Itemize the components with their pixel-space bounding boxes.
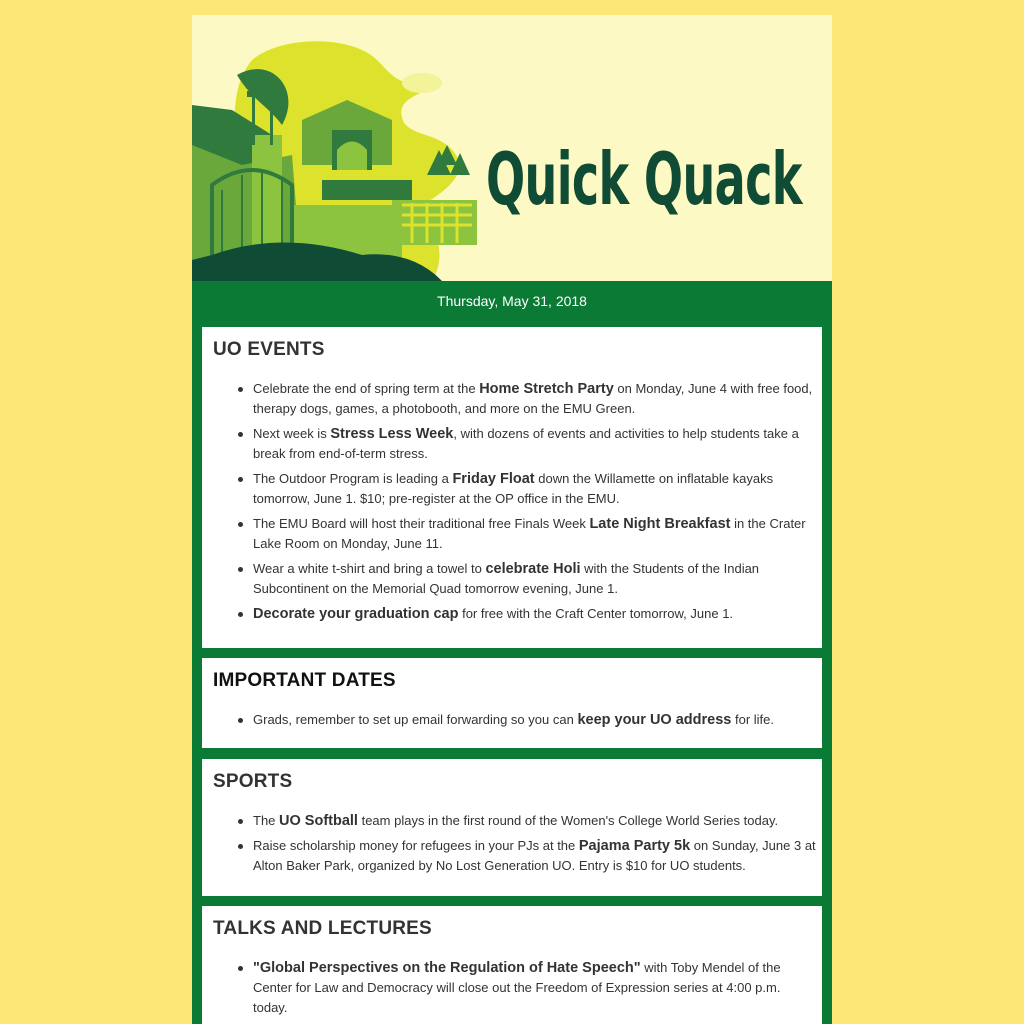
list-item: Grads, remember to set up email forwarding so you can keep your UO address for life. — [253, 710, 818, 730]
section-heading: TALKS AND LECTURES — [213, 918, 432, 939]
issue-date: Thursday, May 31, 2018 — [437, 293, 587, 309]
talk-link[interactable]: "Global Perspectives on the Regulation of Hate Speech" — [253, 960, 641, 976]
list-item: Wear a white t-shirt and bring a towel to celebrate Holi with the Students of the Indian Subcontinent on the Memorial Quad tomorrow evening, June 1. — [253, 559, 818, 599]
banner — [192, 15, 832, 281]
sports-list — [213, 811, 818, 881]
duck-eye-highlight — [402, 73, 442, 93]
list-item: Next week is Stress Less Week, with dozens of events and activities to help students take a break from end-of-term stress. — [253, 424, 818, 464]
section-sports — [202, 759, 822, 896]
dates-list — [213, 710, 818, 735]
list-item: Decorate your graduation cap for free with the Craft Center tomorrow, June 1. — [253, 604, 818, 624]
event-link[interactable]: celebrate Holi — [485, 561, 581, 577]
event-link[interactable]: Decorate your graduation cap — [253, 606, 459, 622]
list-item: "Global Perspectives on the Regulation of Hate Speech" with Toby Mendel of the Center for Law and Democracy will close out the Freedom of Expression series at 4:00 p.m. today. — [253, 958, 818, 1018]
newsletter-title: Quick Quack — [486, 137, 802, 221]
list-item: The UO Softball team plays in the first round of the Women's College World Series today. — [253, 811, 818, 831]
dates-link[interactable]: keep your UO address — [577, 712, 732, 728]
list-item: Raise scholarship money for refugees in your PJs at the Pajama Party 5k on Sunday, June 3 at Alton Baker Park, organized by No Lost Generation UO. Entry is $10 for UO students. — [253, 836, 818, 876]
section-important-dates — [202, 658, 822, 748]
section-heading: SPORTS — [213, 771, 293, 792]
event-link[interactable]: Home Stretch Party — [479, 381, 614, 397]
list-item: The Outdoor Program is leading a Friday Float down the Willamette on inflatable kayaks tomorrow, June 1. $10; pre-register at the OP office in the EMU. — [253, 469, 818, 509]
list-item: The EMU Board will host their traditional free Finals Week Late Night Breakfast in the Crater Lake Room on Monday, June 11. — [253, 514, 818, 554]
event-list — [213, 379, 818, 629]
section-talks-and-lectures — [202, 906, 822, 1024]
section-uo-events — [202, 327, 822, 648]
talks-list — [213, 958, 818, 1023]
section-heading: IMPORTANT DATES — [213, 670, 396, 691]
event-link[interactable]: Stress Less Week — [330, 426, 454, 442]
newsletter-email — [192, 15, 832, 1024]
list-item: Celebrate the end of spring term at the Home Stretch Party on Monday, June 4 with free food, therapy dogs, games, a photobooth, and more on the EMU Green. — [253, 379, 818, 419]
sports-link[interactable]: UO Softball — [279, 813, 358, 829]
event-link[interactable]: Late Night Breakfast — [589, 516, 731, 532]
sports-link[interactable]: Pajama Party 5k — [578, 838, 691, 854]
event-link[interactable]: Friday Float — [452, 471, 535, 487]
section-heading: UO EVENTS — [213, 339, 325, 360]
